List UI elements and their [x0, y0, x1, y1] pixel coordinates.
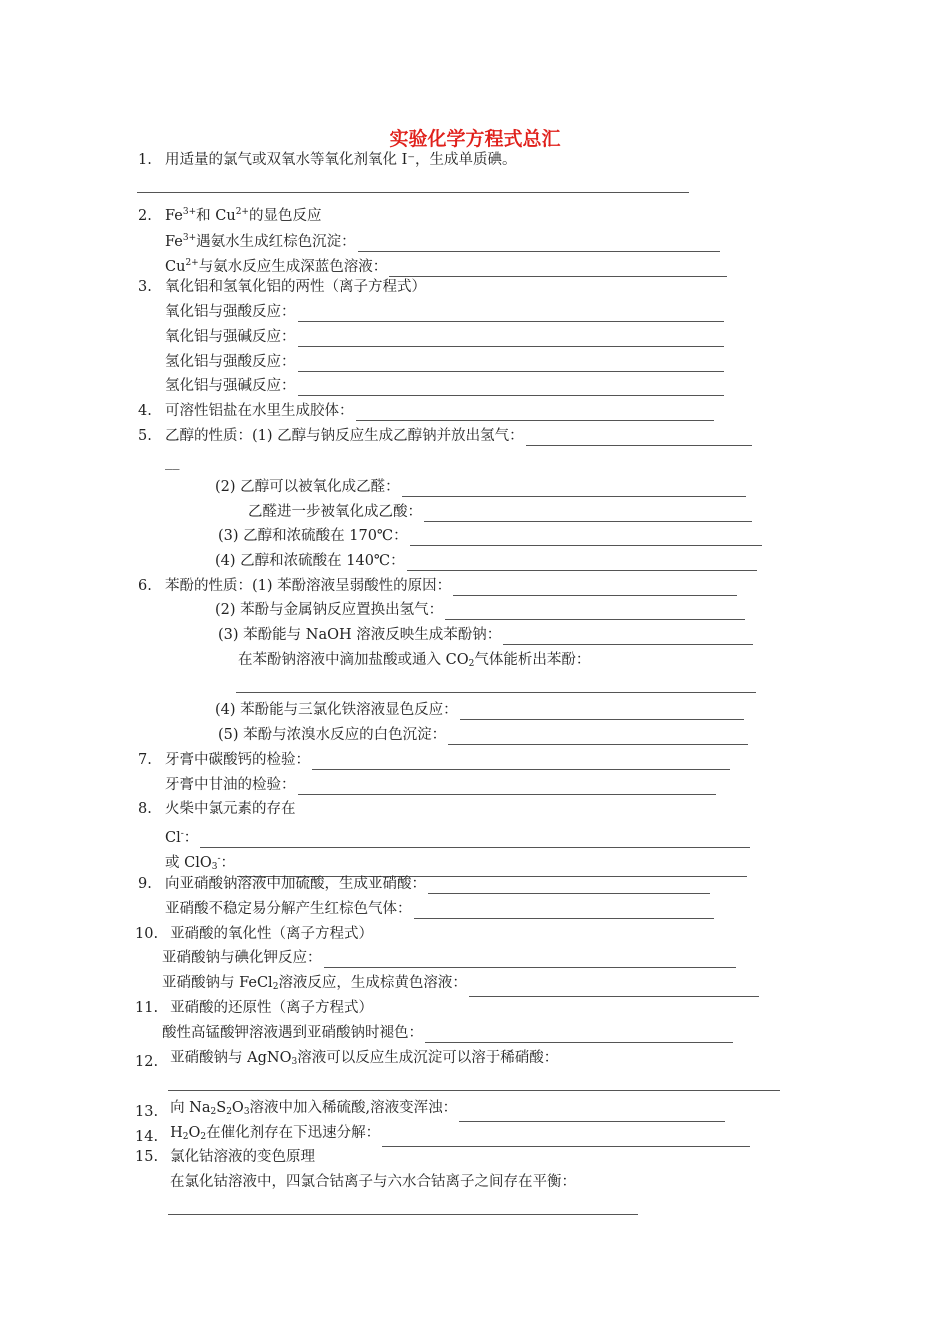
answer-blank[interactable]: [298, 307, 724, 322]
question-heading: $Fe^{3+}$和 $Cu^{2+}$的显色反应: [165, 207, 322, 224]
question-5-line-4: (4) 乙醇和浓硫酸在 140℃：: [215, 551, 757, 571]
answer-blank[interactable]: [425, 1028, 733, 1043]
question-text: 用适量的氯气或双氧水等氧化剂氧化 I⁻，生成单质碘。: [165, 152, 517, 168]
question-number: 5.: [138, 428, 152, 444]
question-6-line-4: (4) 苯酚能与三氯化铁溶液显色反应：: [215, 700, 744, 720]
question-12: 12. 亚硝酸钠与 AgNO$_3$溶液可以反应生成沉淀可以溶于稀硝酸：: [135, 1050, 559, 1070]
answer-blank[interactable]: [298, 780, 716, 795]
answer-blank[interactable]: [382, 1132, 750, 1147]
question-7-line-2: 牙膏中甘油的检验：: [165, 775, 716, 795]
question-5-continuation: __: [165, 454, 180, 470]
question-number: 7.: [138, 752, 152, 768]
question-9-line-2: 亚硝酸不稳定易分解产生红棕色气体：: [165, 899, 714, 919]
question-15-line-1: 在氯化钴溶液中，四氯合钴离子与六水合钴离子之间存在平衡：: [170, 1174, 576, 1190]
question-number: 15.: [135, 1149, 159, 1165]
answer-blank[interactable]: [448, 730, 748, 745]
answer-blank[interactable]: [428, 879, 710, 894]
answer-line[interactable]: [168, 1214, 638, 1215]
question-6: 6. 苯酚的性质：(1) 苯酚溶液呈弱酸性的原因：: [138, 576, 737, 596]
answer-blank[interactable]: [312, 755, 730, 770]
question-number: 12.: [135, 1054, 159, 1070]
answer-blank[interactable]: [200, 833, 750, 848]
question-6-line-5: (5) 苯酚与浓溴水反应的白色沉淀：: [218, 725, 748, 745]
question-3-line-2: 氧化铝与强碱反应：: [165, 327, 724, 347]
question-heading: 氧化铝和氢氧化铝的两性（离子方程式）: [165, 279, 426, 295]
answer-blank[interactable]: [503, 630, 753, 645]
question-6-line-3: (3) 苯酚能与 NaOH 溶液反映生成苯酚钠：: [218, 625, 753, 645]
question-13: 13. 向 $Na_2S_2O_3$溶液中加入稀硫酸,溶液变浑浊：: [135, 1098, 725, 1122]
question-5-line-2b: 乙醛进一步被氧化成乙酸：: [248, 502, 752, 522]
answer-blank[interactable]: [414, 904, 714, 919]
answer-blank[interactable]: [460, 705, 744, 720]
answer-blank[interactable]: [402, 482, 746, 497]
answer-blank[interactable]: [298, 357, 724, 372]
answer-blank[interactable]: [469, 982, 759, 997]
question-3-line-1: 氧化铝与强酸反应：: [165, 302, 724, 322]
answer-blank[interactable]: [389, 262, 727, 277]
question-10-line-2: 亚硝酸钠与 FeCl$_2$溶液反应，生成棕黄色溶液：: [162, 973, 759, 997]
answer-line[interactable]: [168, 1090, 780, 1091]
question-2-line-2: $Cu^{2+}$与氨水反应生成深蓝色溶液：: [165, 253, 727, 277]
question-4: 4. 可溶性铝盐在水里生成胶体：: [138, 401, 714, 421]
question-8-line-1: Cl-：: [165, 824, 750, 848]
question-8: 8. 火柴中氯元素的存在: [138, 801, 296, 817]
question-5: 5. 乙醇的性质：(1) 乙醇与钠反应生成乙醇钠并放出氢气：: [138, 426, 752, 446]
answer-blank[interactable]: [526, 431, 752, 446]
answer-blank[interactable]: [407, 556, 757, 571]
question-number: 6.: [138, 578, 152, 594]
question-5-line-3: (3) 乙醇和浓硫酸在 170℃：: [218, 526, 762, 546]
question-10: 10. 亚硝酸的氧化性（离子方程式）: [135, 926, 374, 942]
page-title: 实验化学方程式总汇: [389, 128, 561, 150]
question-3-line-3: 氢化铝与强酸反应：: [165, 352, 724, 372]
question-9: 9. 向亚硝酸钠溶液中加硫酸，生成亚硝酸：: [138, 874, 710, 894]
answer-blank[interactable]: [298, 332, 724, 347]
question-number: 11.: [135, 1000, 159, 1016]
question-5-line-2: (2) 乙醇可以被氧化成乙醛：: [215, 477, 746, 497]
question-3: [138, 277, 426, 297]
question-7: 7. 牙膏中碳酸钙的检验：: [138, 750, 730, 770]
question-10-line-1: 亚硝酸钠与碘化钾反应：: [162, 948, 736, 968]
answer-line[interactable]: [236, 692, 756, 693]
answer-blank[interactable]: [358, 237, 720, 252]
question-6-line-3b: 在苯酚钠溶液中滴加盐酸或通入 $CO_2$气体能析出苯酚：: [238, 652, 591, 669]
question-14: 14. $H_2O_2$在催化剂存在下迅速分解：: [135, 1123, 750, 1147]
question-number: 14.: [135, 1129, 159, 1145]
question-2-line-1: $Fe^{3+}$遇氨水生成红棕色沉淀：: [165, 228, 720, 252]
question-6-line-2: (2) 苯酚与金属钠反应置换出氢气：: [215, 600, 745, 620]
question-2: [138, 202, 321, 226]
question-11-line-1: 酸性高锰酸钾溶液遇到亚硝酸钠时褪色：: [162, 1023, 733, 1043]
question-11: 11. 亚硝酸的还原性（离子方程式）: [135, 1000, 374, 1016]
question-15: 15. 氯化钴溶液的变色原理: [135, 1149, 316, 1165]
answer-blank[interactable]: [424, 507, 752, 522]
question-1: [138, 150, 517, 170]
answer-blank[interactable]: [453, 581, 737, 596]
question-number: 8.: [138, 801, 152, 817]
question-number: 4.: [138, 403, 152, 419]
question-number: 2.: [138, 208, 152, 224]
answer-blank[interactable]: [324, 953, 736, 968]
answer-blank[interactable]: [356, 406, 714, 421]
answer-blank[interactable]: [410, 531, 762, 546]
answer-blank[interactable]: [445, 605, 745, 620]
answer-line[interactable]: [137, 192, 689, 193]
answer-blank[interactable]: [298, 381, 724, 396]
question-number: 1.: [138, 152, 152, 168]
question-number: 9.: [138, 876, 152, 892]
question-number: 13.: [135, 1104, 159, 1120]
question-number: 10.: [135, 926, 159, 942]
question-number: 3.: [138, 279, 152, 295]
answer-blank[interactable]: [459, 1107, 725, 1122]
question-3-line-4: 氢化铝与强碱反应：: [165, 376, 724, 396]
question-8-line-2: 或 ClO$_3$-：: [165, 849, 747, 877]
